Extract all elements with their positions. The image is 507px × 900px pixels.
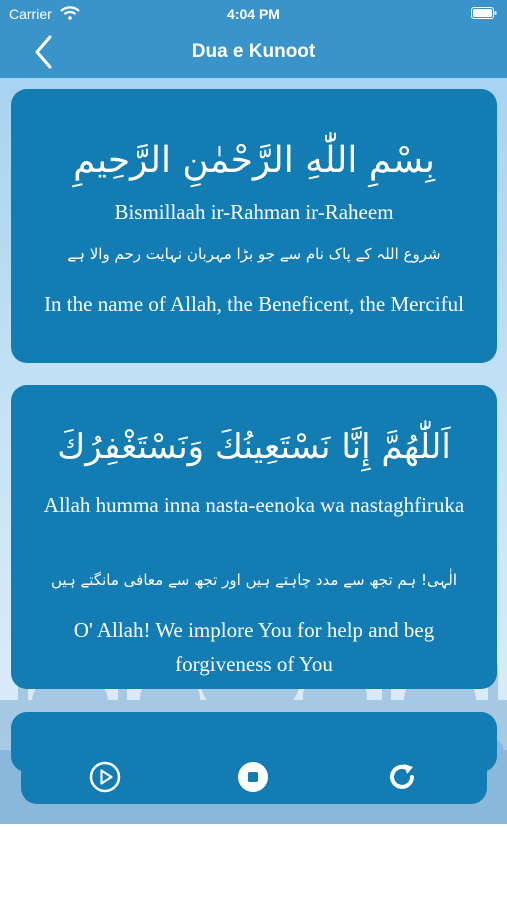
transliteration-text: Allah humma inna nasta-eenoka wa nastaghfiruka: [43, 493, 465, 517]
arabic-verse: بِسْمِ اللّٰهِ الرَّحْمٰنِ الرَّحِيمِ: [73, 140, 435, 181]
arabic-verse: اَللّٰهُمَّ إِنَّا نَسْتَعِينُكَ وَنَسْتَغْفِرُكَ: [57, 427, 451, 467]
carrier-label: Carrier: [9, 6, 52, 22]
battery-icon: [471, 7, 497, 19]
urdu-translation: شروع اللہ کے پاک نام سے جو بڑا مہربان نہایت رحم والا ہے: [67, 245, 441, 263]
status-time: 4:04 PM: [227, 6, 280, 22]
playback-controls: [21, 750, 487, 804]
status-bar: [0, 0, 507, 30]
stop-icon[interactable]: [237, 761, 269, 793]
transliteration-text: Bismillaah ir-Rahman ir-Raheem: [114, 200, 394, 224]
urdu-translation: الٰہی! ہم تجھ سے مدد چاہتے ہیں اور تجھ سے معافی مانگتے ہیں: [51, 571, 457, 589]
navigation-bar: [0, 0, 507, 78]
dua-card: [11, 385, 497, 689]
english-translation: O' Allah! We implore You for help and beg forgiveness of You: [73, 618, 435, 676]
page-title: Dua e Kunoot: [191, 41, 316, 62]
dua-card: [11, 89, 497, 363]
repeat-icon[interactable]: [386, 761, 418, 793]
english-translation: In the name of Allah, the Beneficent, the Merciful: [44, 292, 464, 316]
play-icon[interactable]: [89, 761, 121, 793]
